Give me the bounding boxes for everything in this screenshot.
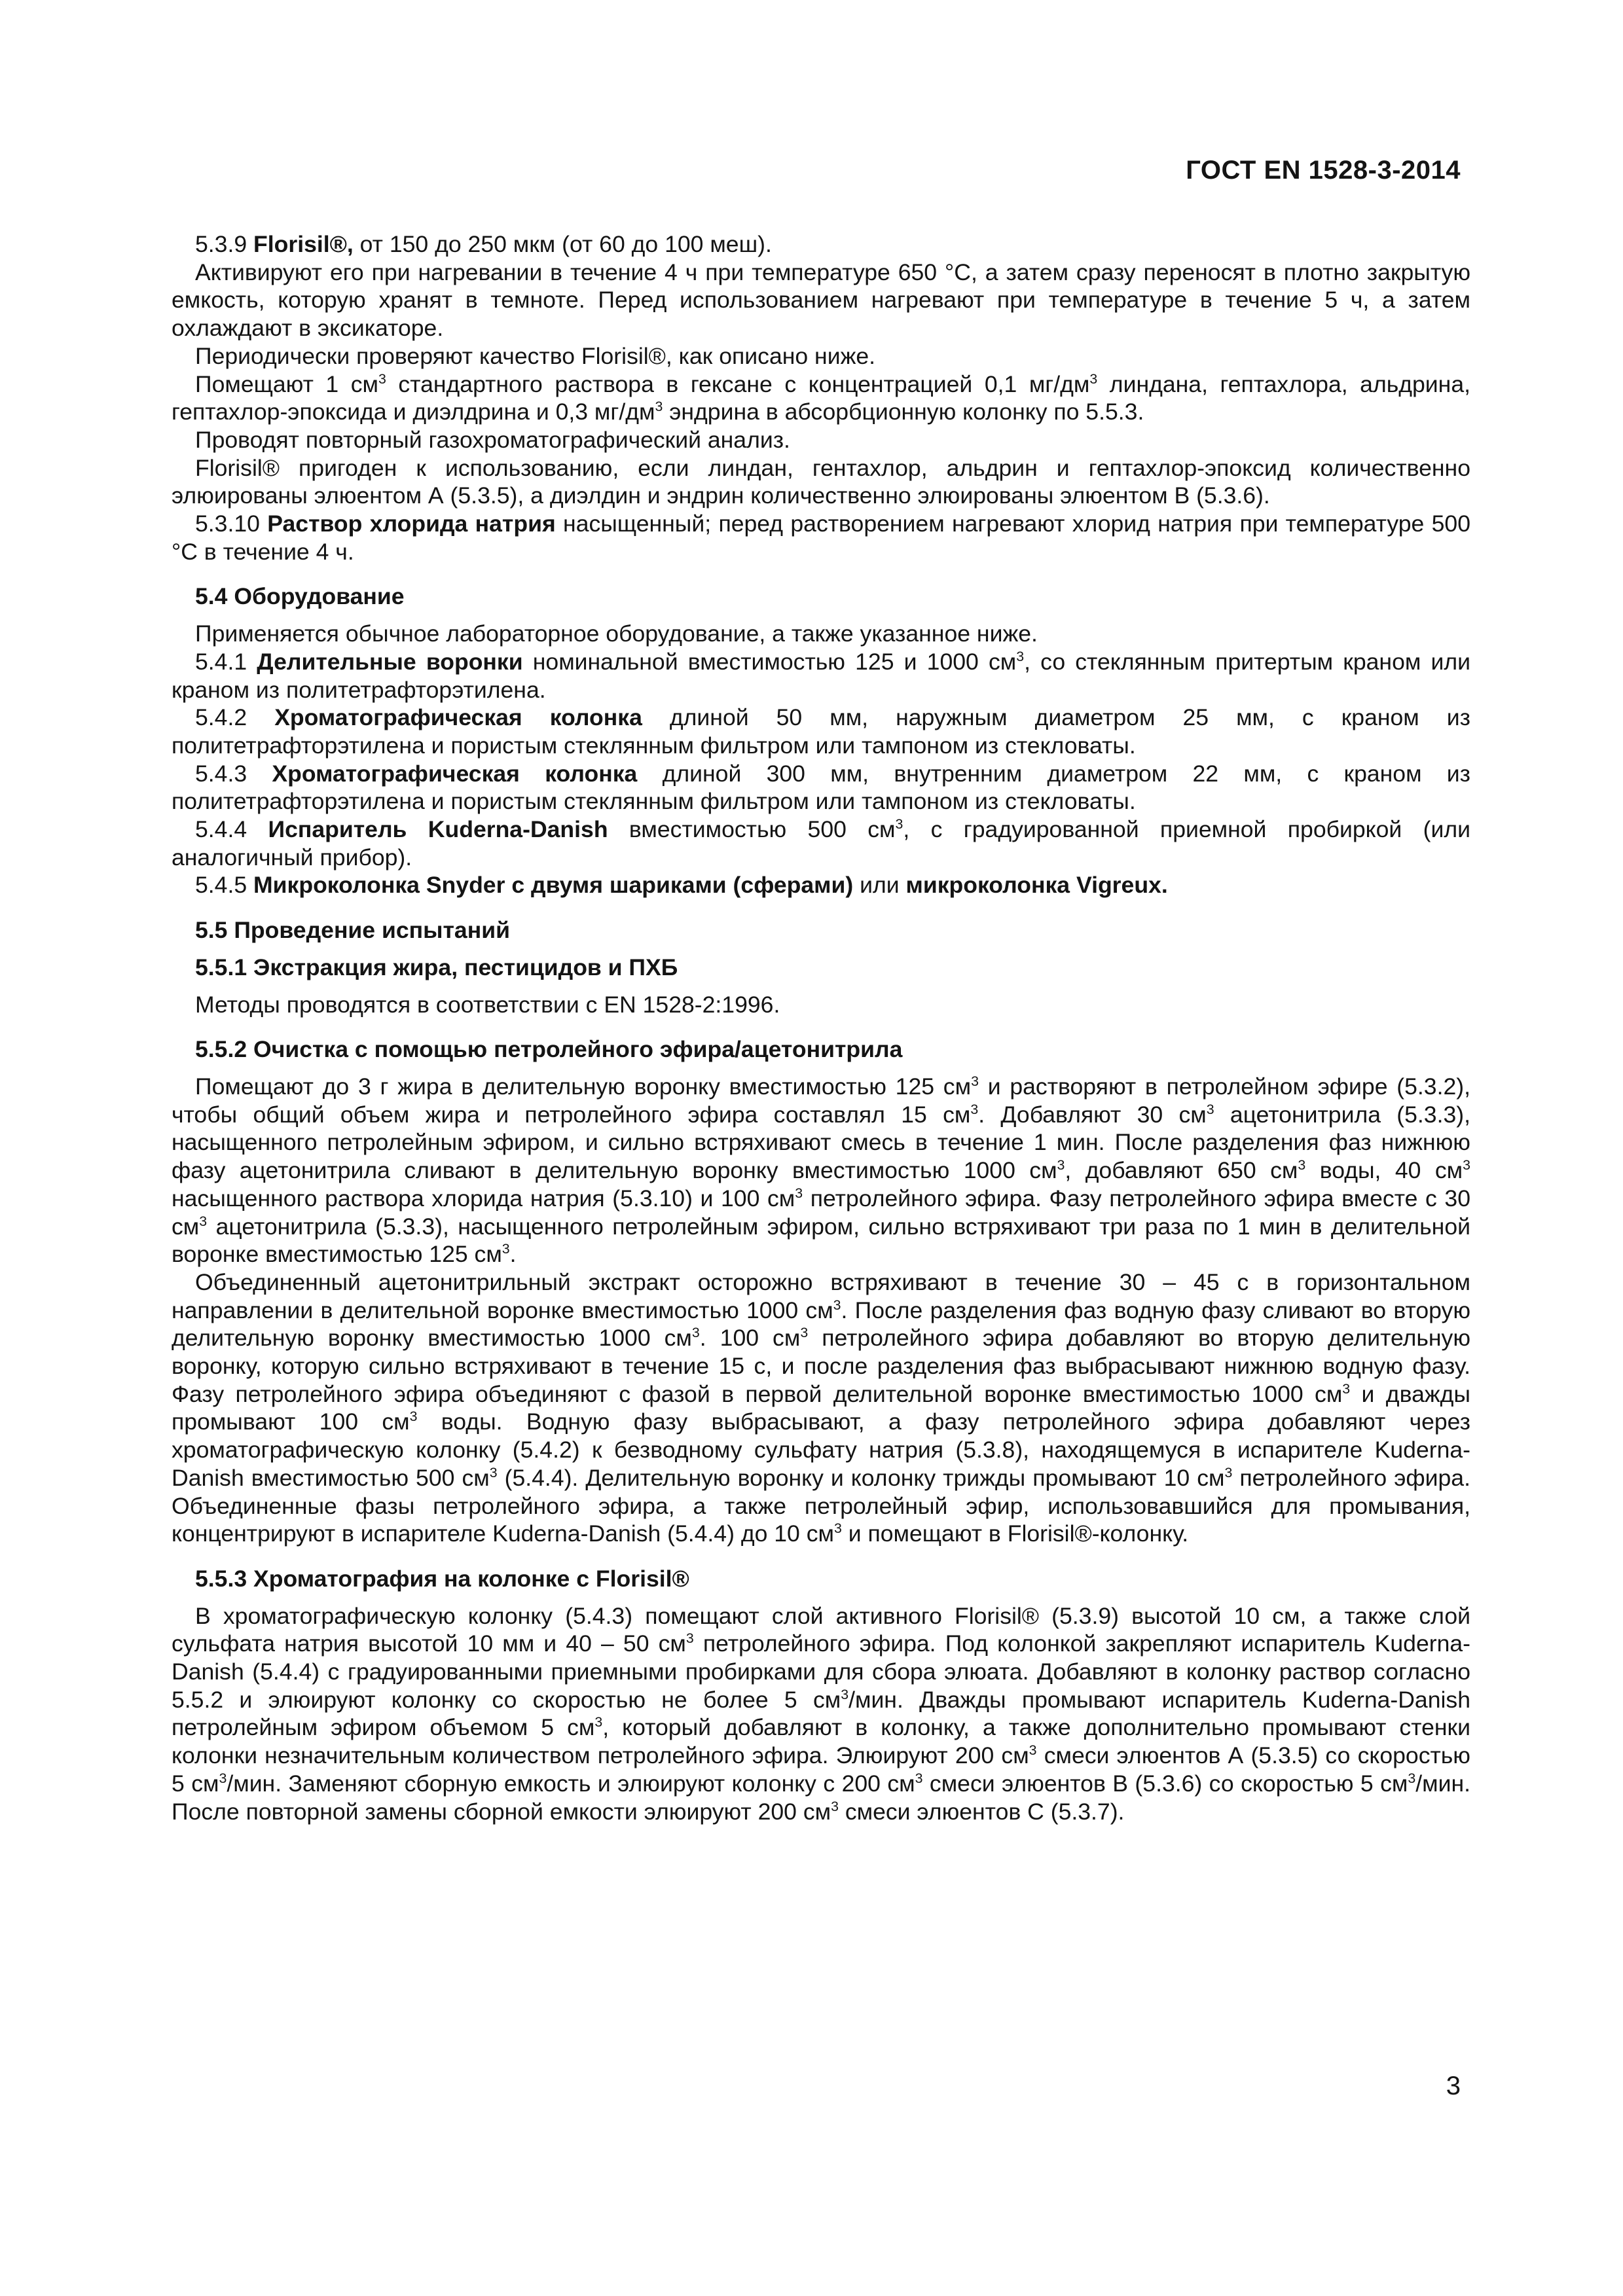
paragraph-5-4-4: 5.4.4 Испаритель Kuderna-Danish вместимостью 500 $см^3$, с градуированной приемной пробиркой (или аналогичный прибор). xyxy=(172,816,1470,870)
paragraph-5-3-10: 5.3.10 Раствор хлорида натрия насыщенный; перед растворением нагревают хлорид натрия при температуре 500 °С в течение 4 ч. xyxy=(172,511,1471,565)
paragraph: Активируют его при нагревании в течение 4 ч при температуре 650 °С, а затем сразу переносят в плотно закрытую емкость, которую хранят в темноте. Перед использованием нагревают при температуре в течение 5 ч, а затем охлаждают в эксикаторе. xyxy=(172,259,1470,342)
section-heading-5-4: 5.4 Оборудование xyxy=(195,583,405,610)
paragraph-5-4-5: 5.4.5 Микроколонка Snyder с двумя шариками (сферами) или микроколонка Vigreux. xyxy=(195,872,1168,899)
paragraph: В хроматографическую колонку (5.4.3) помещают слой активного Florisil® (5.3.9) высотой 10 см, а также слой сульфата натрия высотой 10 мм и 40 – 50 $см^3$ петролейного эфира. Под колонкой закрепляют испаритель Kuderna-Danish (5.4.4) с градуированными приемными пробирками для сбора элюата. Добавляют в колонку раствор согласно 5.5.2 и элюируют колонку со скоростью не более 5 $см^3$/мин. Дважды промывают испаритель Kuderna-Danish петролейным эфиром объемом 5 $см^3$, который добавляют в колонку, а также дополнительно промывают стенки колонки незначительным количеством петролейного эфира. Элюируют 200 $см^3$ смеси элюентов А (5.3.5) со скоростью 5 $см^3$/мин. Заменяют сборную емкость и элюируют колонку с 200 $см^3$ смеси элюентов В (5.3.6) со скоростью 5 $см^3$/мин. После повторной замены сборной емкости элюируют 200 $см^3$ смеси элюентов С (5.3.7). xyxy=(172,1602,1471,1825)
page-number: 3 xyxy=(1446,2072,1461,2100)
paragraph-5-3-9: 5.3.9 Florisil®, от 150 до 250 мкм (от 60 до 100 меш). xyxy=(195,231,772,257)
section-heading-5-5: 5.5 Проведение испытаний xyxy=(195,917,510,944)
paragraph: Периодически проверяют качество Florisil®, как описано ниже. xyxy=(195,342,876,369)
paragraph-5-4-3: 5.4.3 Хроматографическая колонка длиной 300 мм, внутренним диаметром 22 мм, с краном из политетрафторэтилена и пористым стеклянным фильтром или тампоном из стекловаты. xyxy=(172,760,1470,815)
paragraph: Применяется обычное лабораторное оборудование, а также указанное ниже. xyxy=(195,620,1038,647)
paragraph: Помещают 1 $см^3$ стандартного раствора в гексане с концентрацией 0,1 $мг/дм^3$ линдана, гептахлора, альдрина, гептахлор-эпоксида и диэлдрина и 0,3 $мг/дм^3$ эндрина в абсорбционную колонку по 5.5.3. xyxy=(172,370,1470,425)
paragraph: Проводят повторный газохроматографический анализ. xyxy=(195,426,790,453)
section-heading-5-5-3: 5.5.3 Хроматография на колонке с Florisil® xyxy=(195,1565,689,1592)
document-body xyxy=(172,230,1470,1825)
section-heading-5-5-2: 5.5.2 Очистка с помощью петролейного эфира/ацетонитрила xyxy=(195,1036,903,1063)
section-heading-5-5-1: 5.5.1 Экстракция жира, пестицидов и ПХБ xyxy=(195,954,678,980)
paragraph: Методы проводятся в соответствии с EN 1528-2:1996. xyxy=(195,991,780,1018)
paragraph-5-4-2: 5.4.2 Хроматографическая колонка длиной 50 мм, наружным диаметром 25 мм, с краном из политетрафторэтилена и пористым стеклянным фильтром или тампоном из стекловаты. xyxy=(172,704,1470,759)
document-code: ГОСТ EN 1528-3-2014 xyxy=(1186,156,1461,185)
paragraph: Florisil® пригоден к использованию, если линдан, гентахлор, альдрин и гептахлор-эпоксид количественно элюированы элюентом А (5.3.5), а диэлдин и эндрин количественно элюированы элюентом В (5.3.6). xyxy=(172,454,1470,509)
paragraph: Помещают до 3 г жира в делительную воронку вместимостью 125 $см^3$ и растворяют в петролейном эфире (5.3.2), чтобы общий объем жира и петролейного эфира составлял 15 $см^3$. Добавляют 30 $см^3$ ацетонитрила (5.3.3), насыщенного петролейным эфиром, и сильно встряхивают смесь в течение 1 мин. После разделения фаз нижнюю фазу ацетонитрила сливают в делительную воронку вместимостью 1000 $см^3$, добавляют 650 $см^3$ воды, 40 $см^3$ насыщенного раствора хлорида натрия (5.3.10) и 100 $см^3$ петролейного эфира. Фазу петролейного эфира вместе с 30 $см^3$ ацетонитрила (5.3.3), насыщенного петролейным эфиром, сильно встряхивают три раза по 1 мин в делительной воронке вместимостью 125 $см^3$. xyxy=(172,1073,1470,1268)
paragraph: Объединенный ацетонитрильный экстракт осторожно встряхивают в течение 30 – 45 с в горизонтальном направлении в делительной воронке вместимостью 1000 $см^3$. После разделения фаз водную фазу сливают во вторую делительную воронку вместимостью 1000 $см^3$. 100 $см^3$ петролейного эфира добавляют во вторую делительную воронку, которую сильно встряхивают в течение 15 с, и после разделения фаз выбрасывают нижнюю водную фазу. Фазу петролейного эфира объединяют с фазой в первой делительной воронке вместимостью 1000 $см^3$ и дважды промывают 100 $см^3$ воды. Водную фазу выбрасывают, а фазу петролейного эфира добавляют через хроматографическую колонку (5.4.2) к безводному сульфату натрия (5.3.8), находящемуся в испарителе Kuderna-Danish вместимостью 500 $см^3$ (5.4.4). Делительную воронку и колонку трижды промывают 10 $см^3$ петролейного эфира. Объединенные фазы петролейного эфира, а также петролейный эфир, использовавшийся для промывания, концентрируют в испарителе Kuderna-Danish (5.4.4) до 10 $см^3$ и помещают в Florisil®-колонку. xyxy=(172,1268,1471,1547)
paragraph-5-4-1: 5.4.1 Делительные воронки номинальной вместимостью 125 и 1000 $см^3$, со стеклянным притертым краном или краном из политетрафторэтилена. xyxy=(172,648,1470,703)
